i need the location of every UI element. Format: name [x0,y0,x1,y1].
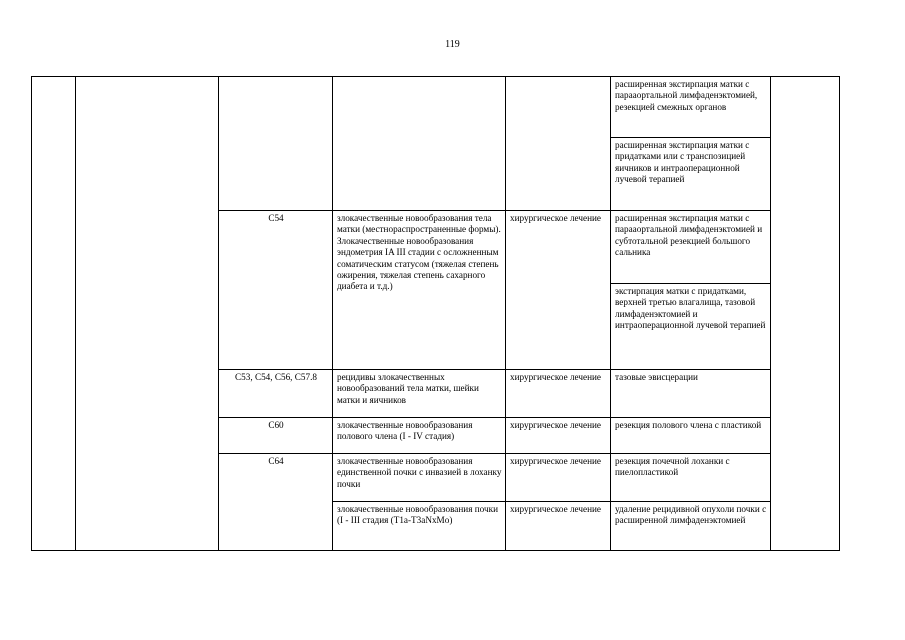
code-cell: C60 [219,418,333,454]
treatment-cell: хирургическое лечение [506,370,611,418]
intervention-cell: удаление рецидивной опухоли почки с расширенной лимфаденэктомией [611,502,771,551]
intervention-cell: расширенная экстирпация матки с придатками или с транспозицией яичников и интраоперационной лучевой терапией [611,138,771,211]
norm-cell [771,77,840,551]
medical-procedures-table [31,76,840,551]
diagnosis-cell: рецидивы злокачественных новообразований тела матки, шейки матки и яичников [333,370,506,418]
code-cell: C54 [219,211,333,370]
code-cell: C53, C54, C56, C57.8 [219,370,333,418]
index-cell [32,77,76,551]
diagnosis-cell: злокачественные новообразования почки (I - III стадия (T1a-T3aNxMo) [333,502,506,551]
intervention-cell: тазовые эвисцерации [611,370,771,418]
intervention-cell: резекция полового члена с пластикой [611,418,771,454]
intervention-cell: экстирпация матки с придатками, верхней третью влагалища, тазовой лимфаденэктомией и интраоперационной лучевой терапией [611,284,771,370]
treatment-cell [506,77,611,211]
intervention-cell: расширенная экстирпация матки с парааортальной лимфаденэктомией, резекцией смежных органов [611,77,771,138]
intervention-cell: резекция почечной лоханки с пиелопластикой [611,454,771,502]
treatment-cell: хирургическое лечение [506,502,611,551]
diagnosis-cell: злокачественные новообразования единственной почки с инвазией в лоханку почки [333,454,506,502]
intervention-cell: расширенная экстирпация матки с парааортальной лимфаденэктомией и субтотальной резекцией большого сальника [611,211,771,284]
group-name-cell [76,77,219,551]
page-number: 119 [445,39,460,50]
code-cell [219,77,333,211]
diagnosis-cell [333,77,506,211]
treatment-cell: хирургическое лечение [506,418,611,454]
code-cell: C64 [219,454,333,551]
table-row [32,77,840,138]
diagnosis-cell: злокачественные новообразования полового члена (I - IV стадия) [333,418,506,454]
diagnosis-cell: злокачественные новообразования тела матки (местнораспространенные формы). Злокачественные новообразования эндометрия IA III стадии с осложненным соматическим статусом (тяжелая степень ожирения, тяжелая степень сахарного диабета и т.д.) [333,211,506,370]
treatment-cell: хирургическое лечение [506,211,611,370]
treatment-cell: хирургическое лечение [506,454,611,502]
